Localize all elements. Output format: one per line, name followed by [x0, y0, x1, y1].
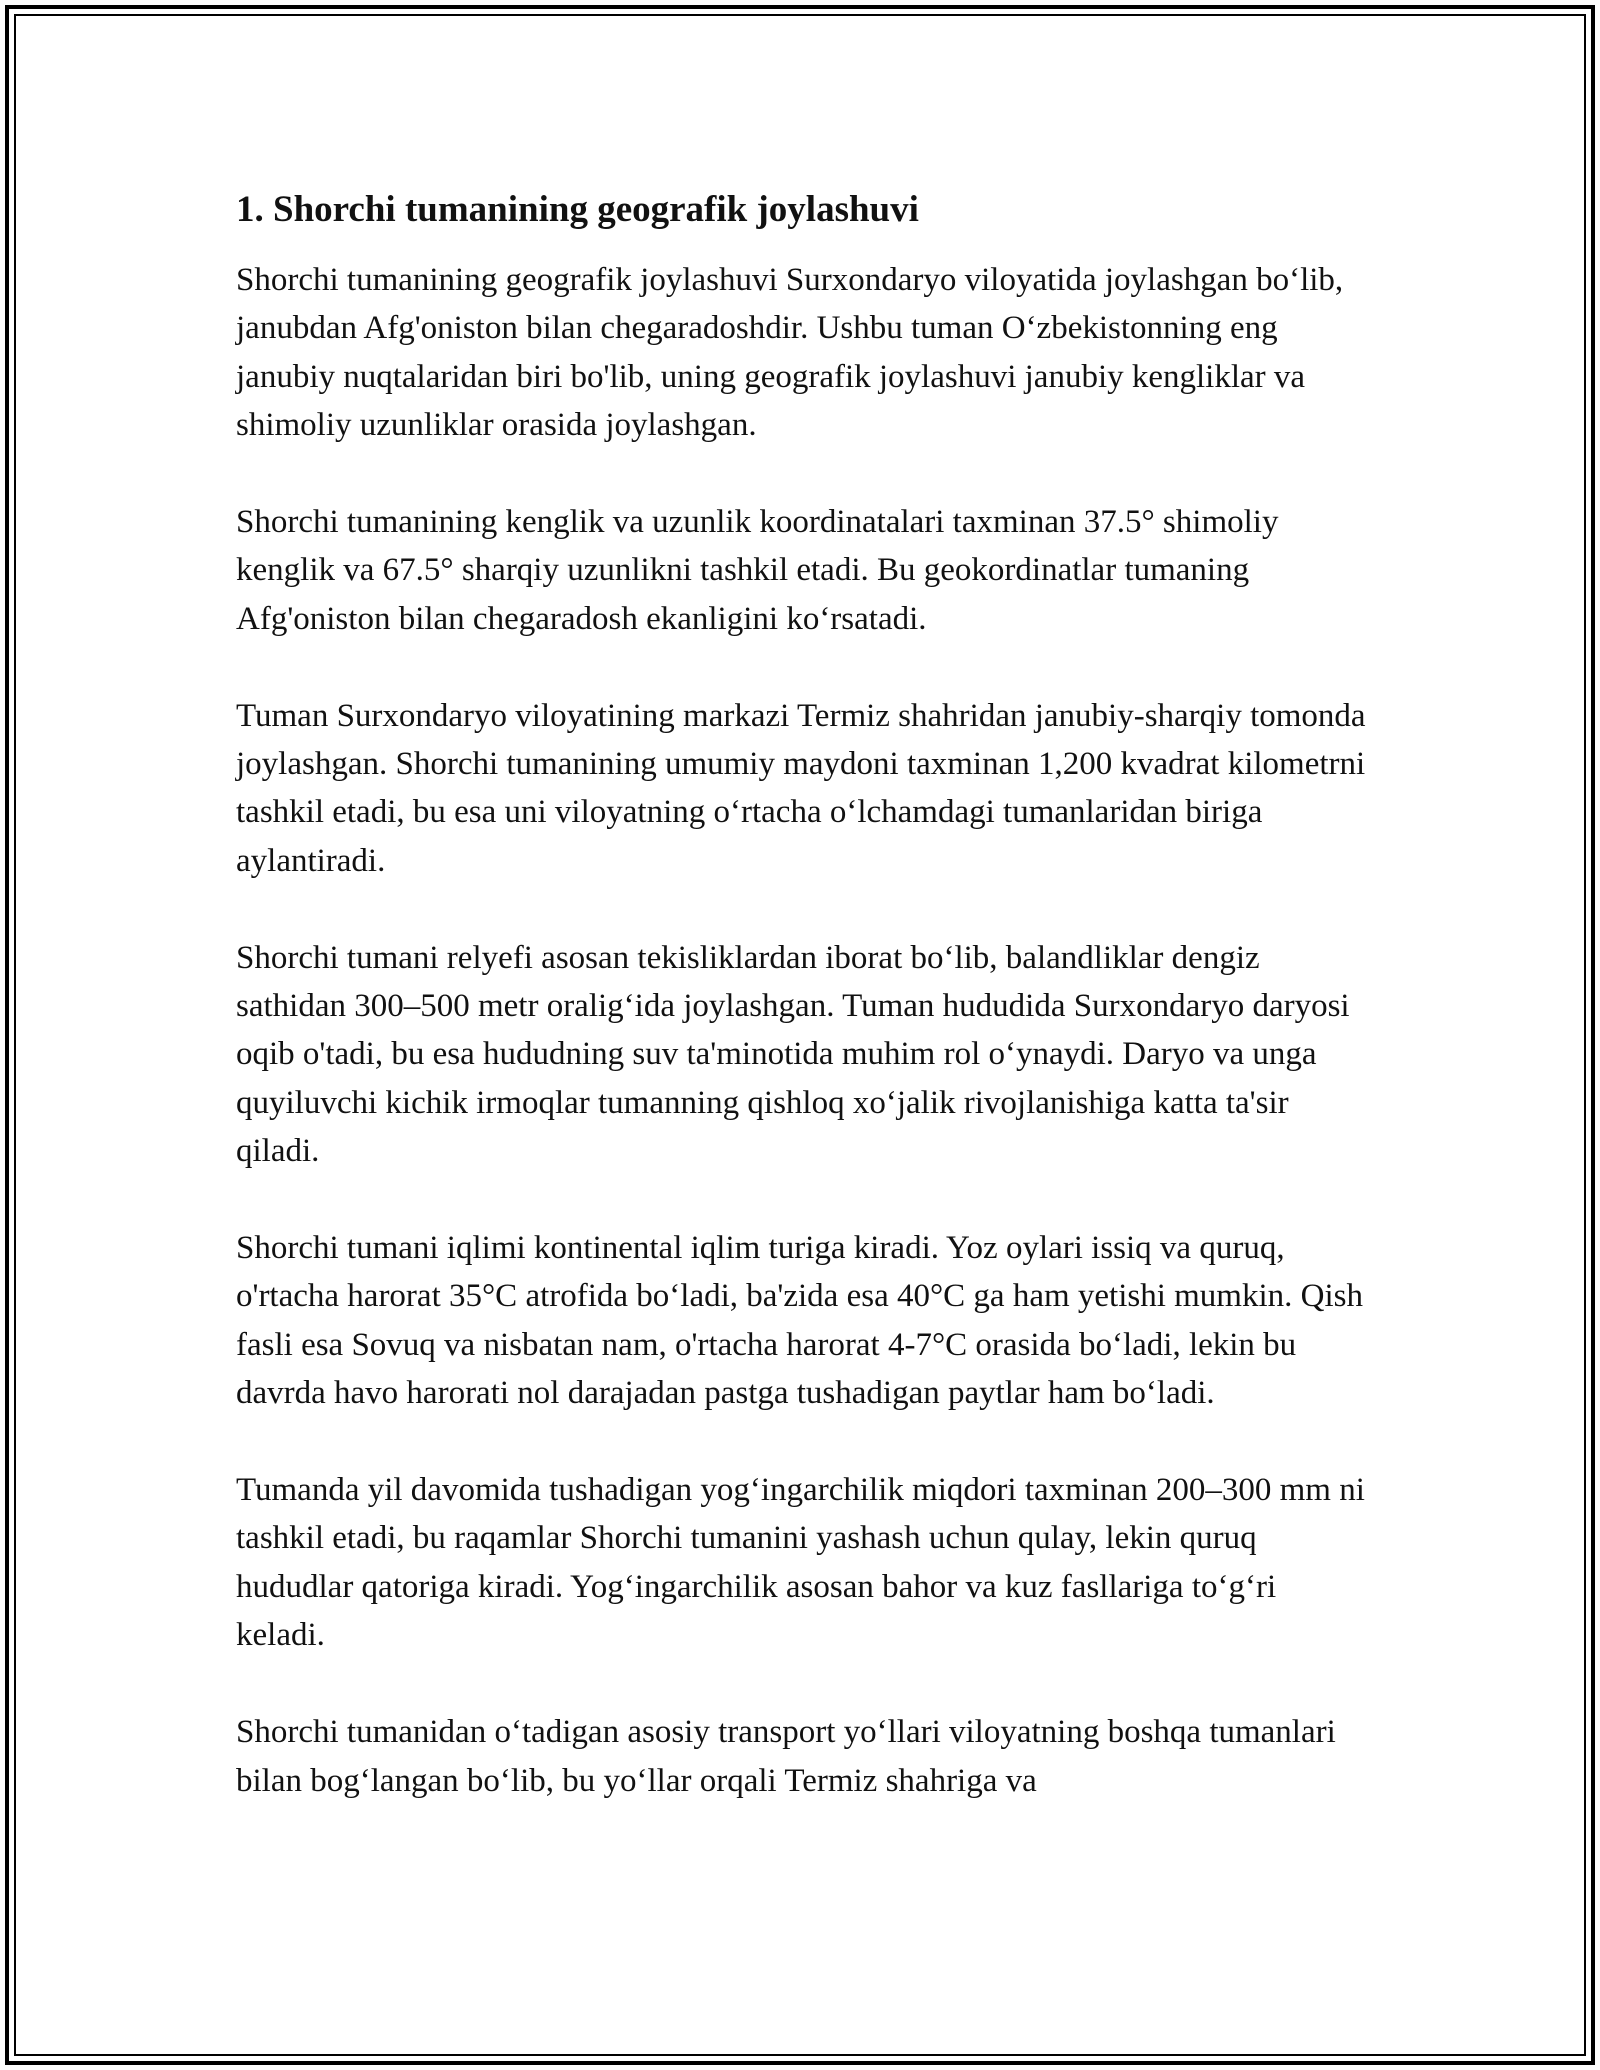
paragraph-transport: Shorchi tumanidan o‘tadigan asosiy transport yo‘llari viloyatning boshqa tumanlari bilan bog‘langan bo‘lib, bu yo‘llar orqali Termiz shahriga va — [236, 1714, 1336, 1799]
paragraph-coordinates: Shorchi tumanining kenglik va uzunlik koordinatalari taxminan 37.5° shimoliy kenglik va 67.5° sharqiy uzunlikni tashkil etadi. Bu geokordinatlar tumaning Afg'oniston bilan chegaradosh ekanligini ko‘rsatadi. — [236, 504, 1279, 637]
paragraph-relief: Shorchi tumani relyefi asosan tekisliklardan iborat bo‘lib, balandliklar dengiz sathidan 300–500 metr oralig‘ida joylashgan. Tuman hududida Surxondaryo daryosi oqib o'tadi, bu esa hududning suv ta'minotida muhim rol o‘ynaydi. Daryo va unga quyiluvchi kichik irmoqlar tumanning qishloq xo‘jalik rivojlanishiga katta ta'sir qiladi. — [236, 939, 1350, 1170]
paragraph-climate: Shorchi tumani iqlimi kontinental iqlim turiga kiradi. Yoz oylari issiq va quruq, o'rtacha harorat 35°C atrofida bo‘ladi, ba'zida esa 40°C ga ham yetishi mumkin. Qish fasli esa Sovuq va nisbatan nam, o'rtacha harorat 4-7°C orasida bo‘ladi, lekin bu davrda havo harorati nol darajadan pastga tushadigan paytlar ham bo‘ladi. — [236, 1230, 1363, 1412]
section-heading: 1. Shorchi tumanining geografik joylashuvi — [236, 189, 919, 230]
document-body — [236, 186, 1366, 1853]
paragraph-area: Tuman Surxondaryo viloyatining markazi Termiz shahridan janubiy-sharqiy tomonda joylashgan. Shorchi tumanining umumiy maydoni taxminan 1,200 kvadrat kilometrni tashkil etadi, bu esa uni viloyatning o‘rtacha o‘lchamdagi tumanlaridan biriga aylantiradi. — [236, 697, 1366, 879]
paragraph-precipitation: Tumanda yil davomida tushadigan yog‘ingarchilik miqdori taxminan 200–300 mm ni tashkil etadi, bu raqamlar Shorchi tumanini yashash uchun qulay, lekin quruq hududlar qatoriga kiradi. Yog‘ingarchilik asosan bahor va kuz fasllariga to‘g‘ri keladi. — [236, 1472, 1365, 1654]
paragraph-geographic-location: Shorchi tumanining geografik joylashuvi Surxondaryo viloyatida joylashgan bo‘lib, janubdan Afg'oniston bilan chegaradoshdir. Ushbu tuman O‘zbekistonning eng janubiy nuqtalaridan biri bo'lib, uning geografik joylashuvi janubiy kengliklar va shimoliy uzunliklar orasida joylashgan. — [236, 262, 1344, 444]
